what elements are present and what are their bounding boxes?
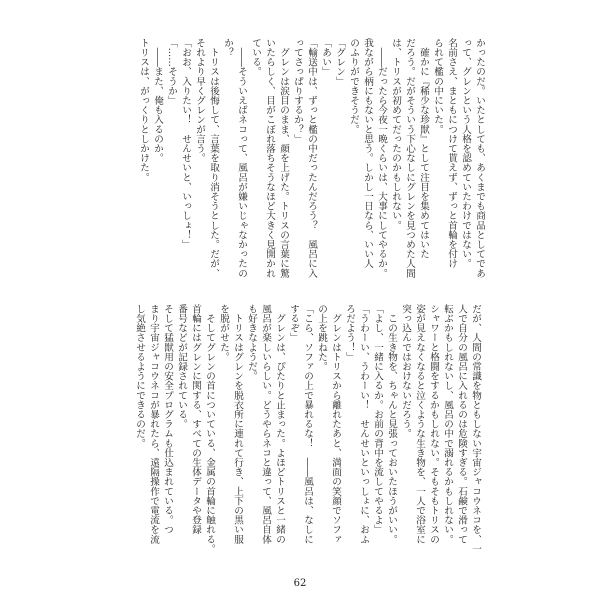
lower-column: を脱がせた。	[218, 304, 229, 362]
lower-column: 首輪にはグレンに関する、すべての生体データや登録	[190, 304, 201, 535]
lower-column: 人で自分の風呂に入れるのは危険すぎる。石鹸で滑って	[456, 304, 467, 544]
upper-column: 「輸送中は、ずっと檻の中だったんだろう？ 風呂に入	[306, 38, 317, 278]
lower-column: 番号などが記録されている。	[176, 304, 187, 429]
upper-column: グレンは涙目のまま、顔を上げた。トリスの言葉に驚	[278, 38, 289, 278]
upper-column: いたらしく、目がこぼれ落ちそうなほど大きく見開かれ	[264, 38, 275, 278]
upper-column: は、トリスが初めてだったのかもしれない。	[390, 38, 401, 230]
lower-column: グレンはトリスから離れたあと、満面の笑顔でソファ	[330, 304, 341, 544]
upper-column: 「グレン」	[334, 38, 345, 86]
lower-column: も好きなようだ。	[246, 304, 257, 381]
lower-column: 「こら、ソファの上で暴れるな！ ――風呂は、なしに	[302, 304, 313, 544]
upper-column: ――だったら今夜一晩くらいは、大事にしてやるか。	[376, 38, 387, 278]
lower-column: そして猛獣用の安全プログラムも仕込まれている。つ	[162, 304, 173, 535]
upper-column: 確かに『稀少な珍獣』として注目を集めてはいた	[418, 38, 429, 259]
upper-column: か？	[222, 38, 233, 58]
upper-column: 我ながら柄にもないと思う。しかし一日なら、いい人	[362, 38, 373, 269]
lower-column: まり宇宙ジャコウネコが暴れたら、遠隔操作で電流を流	[148, 304, 159, 544]
upper-column: 名前さえ、まともにつけて貰えず、ずっと首輪を付け	[446, 38, 457, 269]
upper-column: ってさっぱりするか？」	[292, 38, 303, 144]
upper-column: だろう。だがそういう下心なしにグレンを見つめた人間	[404, 38, 415, 278]
lower-column: 「よし、一緒に入るか。お前の背中を流してやるよ」	[372, 304, 383, 535]
upper-column: トリスは後悔して、言葉を取り消そうとした。だが、	[208, 38, 219, 278]
lower-column: 風呂が楽しいらしい。どうやらネコと違って、風呂自体	[260, 304, 271, 544]
upper-column: って、グレンという人格を認めていたわけではない。	[460, 38, 471, 269]
upper-column: トリスは、がっくりとしかけた。	[138, 38, 149, 182]
lower-column: し気絶させるようにできるのだ。	[134, 304, 145, 448]
upper-column: それより早くグレンが言う。	[194, 38, 205, 163]
upper-column: 「……そうか」	[166, 38, 177, 106]
upper-column: かったのだ。いたとしても、あくまでも商品としてであ	[474, 38, 485, 278]
upper-column: 「あい」	[320, 38, 331, 77]
lower-column: 「うわーい、うわーい！ せんせいといっしょに、おふ	[358, 304, 369, 544]
lower-column: するぞ」	[288, 304, 299, 343]
lower-column: だが、人間の常識を物ともしない宇宙ジャコウネコを、一	[470, 304, 481, 554]
lower-column: 突っ込んではおけないだろう。	[400, 304, 411, 439]
lower-column: シャワーと格闘をするかもしれない。そもそもトリスの	[428, 304, 439, 544]
upper-column: られて檻の中にいた。	[432, 38, 443, 134]
upper-column: ている。	[250, 38, 261, 77]
lower-column: ろだよう！」	[344, 304, 355, 362]
lower-column: トリスはグレンを脱衣所に連れて行き、上下の黒い服	[232, 304, 243, 544]
lower-tier-text	[132, 304, 482, 560]
lower-column: グレンは、ぴたりと止まった。よほどトリスと一緒の	[274, 304, 285, 544]
lower-column: 転ぶかもしれないし、風呂の中で溺れるかもしれない。	[442, 304, 453, 544]
upper-column: ――そういえばネコって、風呂が嫌いじゃなかったの	[236, 38, 247, 278]
upper-column: ――また、俺も入るのか。	[152, 38, 163, 163]
lower-column: この生き物を、ちゃんと見張っておいたほうがいい。	[386, 304, 397, 544]
page-number: 62	[293, 578, 307, 589]
lower-column: 姿が見えなくなると泣くような生き物を、一人で浴室に	[414, 304, 425, 544]
lower-column: そしてグレンの首についている、金属の首輪に触れる。	[204, 304, 215, 554]
upper-column: のふりができそうだ。	[348, 38, 359, 134]
upper-tier-text	[136, 38, 486, 294]
lower-column: の上を跳ねた。	[316, 304, 327, 372]
upper-column: 「おお、入りたい！ せんせいと、いっしょ！」	[180, 38, 191, 250]
